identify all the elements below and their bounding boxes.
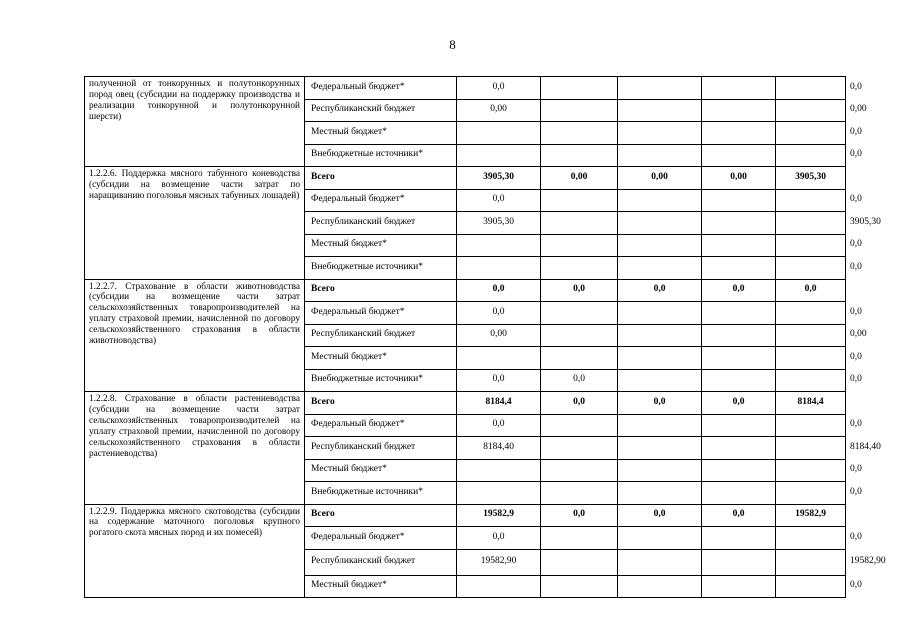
value-cell — [702, 144, 776, 167]
value-cell — [618, 77, 702, 100]
value-cell: 0,00 — [457, 99, 541, 122]
value-cell — [618, 144, 702, 167]
value-cell — [776, 369, 846, 392]
value-cell: 3905,30 — [457, 167, 541, 190]
total-row — [85, 167, 846, 190]
funding-source: Республиканский бюджет — [305, 437, 457, 460]
value-cell — [541, 122, 618, 145]
funding-source: Местный бюджет* — [305, 234, 457, 257]
value-cell: 0,00 — [457, 324, 541, 347]
value-cell — [541, 234, 618, 257]
value-cell: 0,0 — [541, 279, 618, 302]
funding-source: Внебюджетные источники* — [305, 482, 457, 505]
value-cell — [702, 414, 776, 437]
table-row: Федеральный бюджет* 0,0 0,0 — [85, 302, 846, 325]
funding-source: Республиканский бюджет — [305, 549, 457, 575]
value-cell — [618, 99, 702, 122]
measure-description: 1.2.2.6. Поддержка мясного табунного коневодства (субсидии на возмещение части затрат по наращиванию поголовья мясных табунных лошадей) — [85, 167, 305, 280]
value-cell: 0,0 — [776, 279, 846, 302]
value-cell: 0,00 — [618, 167, 702, 190]
value-cell — [618, 459, 702, 482]
value-cell — [618, 257, 702, 280]
value-cell — [776, 549, 846, 575]
value-cell — [776, 144, 846, 167]
value-cell — [618, 549, 702, 575]
value-cell — [776, 99, 846, 122]
value-cell — [457, 234, 541, 257]
value-cell — [776, 459, 846, 482]
funding-source: Местный бюджет* — [305, 122, 457, 145]
table-row: Местный бюджет* 0,0 — [85, 234, 846, 257]
value-cell — [541, 575, 618, 598]
value-cell — [702, 212, 776, 235]
table-row: Республиканский бюджет 0,00 0,00 — [85, 324, 846, 347]
value-cell — [702, 347, 776, 370]
value-cell — [618, 437, 702, 460]
funding-source: Федеральный бюджет* — [305, 189, 457, 212]
table-row: Республиканский бюджет 8184,40 8184,40 — [85, 437, 846, 460]
value-cell — [702, 257, 776, 280]
value-cell — [618, 527, 702, 550]
value-cell — [776, 257, 846, 280]
value-cell — [541, 414, 618, 437]
value-cell — [702, 122, 776, 145]
value-cell — [776, 324, 846, 347]
value-cell: 0,0 — [618, 279, 702, 302]
table-row: Местный бюджет* 0,0 — [85, 122, 846, 145]
value-cell — [541, 99, 618, 122]
value-cell: 19582,9 — [776, 504, 846, 527]
value-cell: 0,0 — [541, 392, 618, 415]
value-cell: 19582,90 — [457, 549, 541, 575]
funding-source: Всего — [305, 279, 457, 302]
value-cell — [618, 347, 702, 370]
value-cell: 3905,30 — [776, 167, 846, 190]
funding-source: Всего — [305, 167, 457, 190]
funding-source: Местный бюджет* — [305, 347, 457, 370]
table-row: Внебюджетные источники* 0,0 — [85, 257, 846, 280]
value-cell — [541, 437, 618, 460]
funding-source: Всего — [305, 504, 457, 527]
value-cell — [702, 234, 776, 257]
value-cell: 0,0 — [457, 527, 541, 550]
measure-description: полученной от тонкорунных и полутонкорунных пород овец (субсидии на поддержку производства и реализации тонкорунной и полутонкорунной шерсти) — [85, 77, 305, 167]
value-cell — [541, 549, 618, 575]
value-cell: 3905,30 — [457, 212, 541, 235]
table-row: Местный бюджет* 0,0 — [85, 575, 846, 598]
value-cell — [457, 575, 541, 598]
funding-source: Всего — [305, 392, 457, 415]
value-cell: 8184,40 — [457, 437, 541, 460]
value-cell: 8184,4 — [776, 392, 846, 415]
value-cell — [702, 369, 776, 392]
measure-description: 1.2.2.8. Страхование в области растениеводства (субсидии на возмещение части затрат сельскохозяйственных товаропроизводителей на уплату страховой премии, начисленной по договору сельскохозяйственного страхования в области растениеводства) — [85, 392, 305, 505]
value-cell: 0,0 — [702, 504, 776, 527]
value-cell — [702, 324, 776, 347]
funding-source: Федеральный бюджет* — [305, 527, 457, 550]
value-cell — [541, 459, 618, 482]
value-cell — [776, 575, 846, 598]
total-row — [85, 504, 846, 527]
table-row: Федеральный бюджет* 0,0 0,0 — [85, 189, 846, 212]
value-cell — [776, 234, 846, 257]
value-cell — [541, 324, 618, 347]
value-cell: 0,0 — [702, 279, 776, 302]
value-cell — [457, 459, 541, 482]
value-cell — [618, 482, 702, 505]
value-cell — [776, 527, 846, 550]
measure-description: 1.2.2.9. Поддержка мясного скотоводства (субсидии на содержание маточного поголовья крупного рогатого скота мясных пород и их помесей) — [85, 504, 305, 598]
value-cell — [618, 575, 702, 598]
table-row: Федеральный бюджет* 0,0 0,0 — [85, 414, 846, 437]
value-cell: 0,0 — [702, 392, 776, 415]
value-cell — [618, 302, 702, 325]
table-row: Внебюджетные источники* 0,0 — [85, 482, 846, 505]
value-cell: 0,0 — [541, 504, 618, 527]
funding-source: Федеральный бюджет* — [305, 77, 457, 100]
value-cell — [541, 302, 618, 325]
funding-source: Федеральный бюджет* — [305, 414, 457, 437]
funding-source: Местный бюджет* — [305, 575, 457, 598]
value-cell — [776, 189, 846, 212]
funding-source: Местный бюджет* — [305, 459, 457, 482]
value-cell — [776, 302, 846, 325]
page-number: 8 — [449, 37, 456, 52]
value-cell — [541, 189, 618, 212]
value-cell — [541, 347, 618, 370]
value-cell — [618, 234, 702, 257]
value-cell — [618, 414, 702, 437]
value-cell — [702, 99, 776, 122]
measure-description: 1.2.2.7. Страхование в области животноводства (субсидии на возмещение части затрат сельскохозяйственных товаропроизводителей на уплату страховой премии, начисленной по договору сельскохозяйственного страхования в области животноводства) — [85, 279, 305, 392]
table-row: полученной от тонкорунных и полутонкорунных пород овец (субсидии на поддержку производства и реализации тонкорунной и полутонкорунной шерсти) Федеральный бюджет* 0,0 0,0 — [85, 77, 846, 100]
value-cell: 8184,4 — [457, 392, 541, 415]
value-cell — [702, 527, 776, 550]
funding-source: Республиканский бюджет — [305, 99, 457, 122]
value-cell — [457, 482, 541, 505]
value-cell: 0,0 — [457, 414, 541, 437]
value-cell: 0,0 — [457, 279, 541, 302]
value-cell — [702, 549, 776, 575]
table-row: Внебюджетные источники* 0,0 0,0 0,0 — [85, 369, 846, 392]
value-cell — [776, 347, 846, 370]
table-row: Местный бюджет* 0,0 — [85, 459, 846, 482]
value-cell — [457, 144, 541, 167]
value-cell: 0,0 — [541, 369, 618, 392]
total-row — [85, 392, 846, 415]
value-cell — [618, 122, 702, 145]
value-cell — [776, 482, 846, 505]
funding-source: Внебюджетные источники* — [305, 144, 457, 167]
funding-source: Республиканский бюджет — [305, 324, 457, 347]
value-cell — [776, 414, 846, 437]
value-cell — [702, 302, 776, 325]
value-cell — [541, 257, 618, 280]
value-cell — [457, 347, 541, 370]
value-cell: 0,0 — [618, 392, 702, 415]
value-cell — [702, 189, 776, 212]
funding-source: Внебюджетные источники* — [305, 257, 457, 280]
value-cell — [541, 212, 618, 235]
value-cell — [702, 77, 776, 100]
value-cell — [702, 482, 776, 505]
table-row: Местный бюджет* 0,0 — [85, 347, 846, 370]
value-cell — [618, 189, 702, 212]
value-cell: 0,0 — [457, 302, 541, 325]
value-cell — [776, 77, 846, 100]
budget-table-body — [85, 77, 886, 598]
funding-source: Внебюджетные источники* — [305, 369, 457, 392]
value-cell: 0,00 — [702, 167, 776, 190]
value-cell: 19582,9 — [457, 504, 541, 527]
table-row: Республиканский бюджет 0,00 0,00 — [85, 99, 846, 122]
value-cell — [618, 212, 702, 235]
value-cell — [541, 77, 618, 100]
value-cell — [541, 527, 618, 550]
value-cell: 0,0 — [457, 189, 541, 212]
value-cell — [776, 437, 846, 460]
funding-source: Республиканский бюджет — [305, 212, 457, 235]
value-cell — [702, 575, 776, 598]
value-cell: 0,00 — [541, 167, 618, 190]
table-row: Внебюджетные источники* 0,0 — [85, 144, 846, 167]
value-cell — [457, 122, 541, 145]
value-cell: 0,0 — [457, 77, 541, 100]
value-cell — [618, 369, 702, 392]
value-cell — [457, 257, 541, 280]
budget-table — [84, 76, 886, 598]
total-row — [85, 279, 846, 302]
value-cell — [541, 144, 618, 167]
table-row: Республиканский бюджет 3905,30 3905,30 — [85, 212, 846, 235]
value-cell: 0,0 — [457, 369, 541, 392]
value-cell — [541, 482, 618, 505]
value-cell — [702, 459, 776, 482]
value-cell — [618, 324, 702, 347]
value-cell — [702, 437, 776, 460]
value-cell: 0,0 — [618, 504, 702, 527]
value-cell — [776, 212, 846, 235]
table-row: Республиканский бюджет 19582,90 19582,90 — [85, 549, 846, 575]
value-cell — [776, 122, 846, 145]
table-row: Федеральный бюджет* 0,0 0,0 — [85, 527, 846, 550]
funding-source: Федеральный бюджет* — [305, 302, 457, 325]
